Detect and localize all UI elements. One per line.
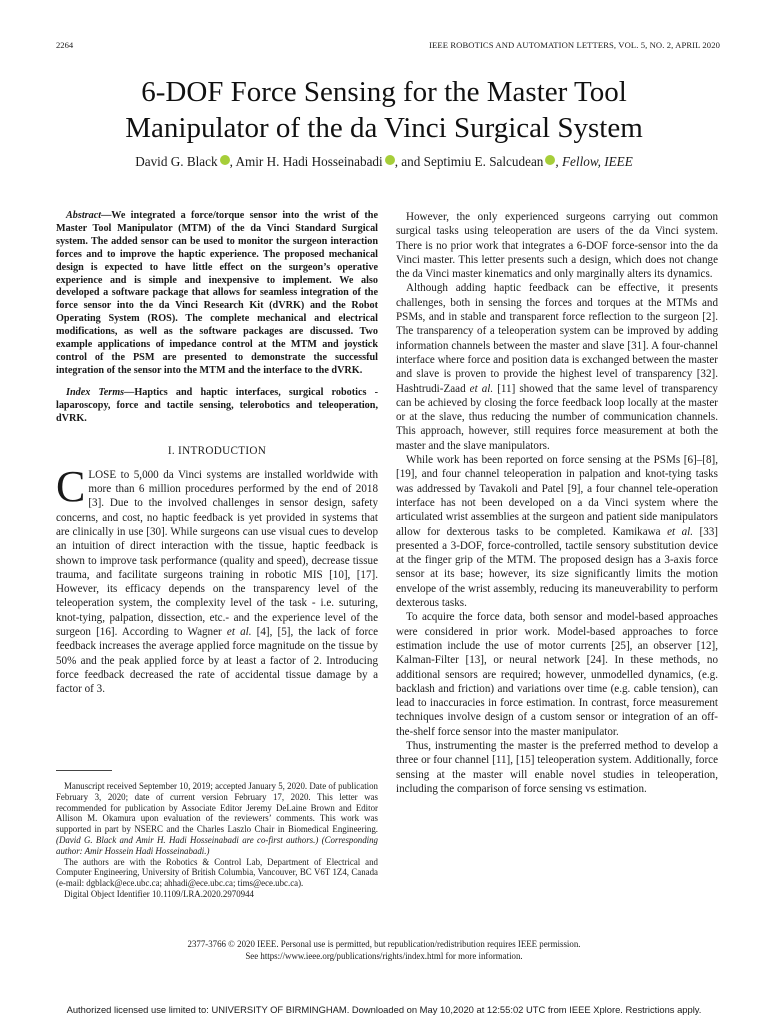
index-terms	[56, 387, 378, 426]
author-3-suffix: , Fellow, IEEE	[555, 154, 633, 169]
index-terms-text: —Haptics and haptic interfaces, surgical robotics - laparoscopy, force and tactile sensing, telerobotics and teleoperation, dVRK.	[56, 386, 378, 424]
orcid-icon[interactable]	[385, 155, 395, 165]
author-1: David G. Black	[135, 154, 218, 169]
body-paragraph: To acquire the force data, both sensor and model-based approaches were considered in prior work. Model-based approaches to force estimation include the use of motor currents [25], an observer [12], Kalman-Filter [13], or neural network [24]. In these methods, no additional sensors are required; however, unmodelled dynamics, (e.g. backlash and friction) and variations over time (e.g. cable tension), can lead to inaccuracies in force estimation. In contrast, force measurement techniques involve design of a custom sensor or integration of an off-the-shelf force sensor into the master manipulator.	[396, 611, 718, 738]
orcid-icon[interactable]	[545, 155, 555, 165]
page-number: 2264	[56, 40, 74, 50]
abstract-label: Abstract	[66, 210, 102, 221]
abstract-text: —We integrated a force/torque sensor into the wrist of the Master Tool Manipulator (MTM) of the da Vinci Standard Surgical system. The added sensor can be used to monitor the surgeon interaction forces and to improve the haptic experience. The proposed mechanical design is expected to have little effect on the surgeon’s operative experience and is simple and inexpensive to implement. We also developed a software package that allows for seamless integration of the force sensor into the da Vinci Research Kit (dVRK) and the Robot Operating System (ROS). The complete mechanical and electrical modifications, as well as the software packages are discussed. Two example applications of impedance control at the MTM and joystick control of the PSM are presented to demonstrate the successful integration of the sensor into the MTM and the interface to the dVRK.	[56, 210, 378, 376]
drop-cap: C	[56, 461, 86, 511]
copyright-line-1: 2377-3766 © 2020 IEEE. Personal use is permitted, but republication/redistribution requires IEEE permission.	[187, 939, 581, 949]
body-paragraph: Thus, instrumenting the master is the preferred method to develop a three or four channel [11], [15] teleoperation system. Additionally, force sensing at the master will enable novel studies in teleoperation, including the comparison of force sensing vs estimation.	[396, 739, 718, 795]
authorized-use-note: Authorized licensed use limited to: UNIVERSITY OF BIRMINGHAM. Downloaded on May 10,2020 at 12:55:02 UTC from IEEE Xplore. Restrictions apply.	[66, 1004, 702, 1015]
paper-title	[40, 74, 728, 146]
journal-header: IEEE ROBOTICS AND AUTOMATION LETTERS, VOL. 5, NO. 2, APRIL 2020	[429, 40, 720, 50]
author-list	[40, 153, 728, 171]
body-paragraph: However, the only experienced surgeons carrying out common surgical tasks using teleoperation are users of the da Vinci system. There is no prior work that integrates a 6-DOF force-sensor into the da Vinci master. This letter presents such a design, which does not change the da Vinci master kinematics and only marginally alters its dynamics.	[396, 211, 718, 281]
footnote-affiliation: The authors are with the Robotics & Control Lab, Department of Electrical and Computer Engineering, University of British Columbia, Vancouver, BC V6T 1Z4, Canada (e-mail: dgblack@ece.ubc.ca; ahhadi@ece.ubc.ca; tims@ece.ubc.ca).	[56, 856, 378, 889]
footnote	[56, 781, 378, 900]
copyright-line-2: See https://www.ieee.org/publications/rights/index.html for more information.	[245, 950, 523, 961]
right-column	[396, 210, 718, 796]
author-2: , Amir H. Hadi Hosseinabadi	[229, 154, 383, 169]
intro-paragraph: CLOSE to 5,000 da Vinci systems are installed worldwide with more than 6 million procedures performed by the end of 2018 [3]. Due to the involved challenges in sensor design, safety concerns, and cost, no haptic feedback is yet provided in systems that are clinically in use [30]. While surgeons can use visual cues to develop an intuition of direct interaction with the tissue, haptic feedback is shown to improve task performance (quality and speed), decrease tissue trauma, and facilitate surgeons training in robotic MIS [10], [17]. However, its efficacy depends on the transparency level of the teleoperation system, the complexity level of the task - i.e. suturing, knot-tying, palpation, dissection, etc.- and the experience level of the surgeon [16]. According to Wagner et al. [4], [5], the lack of force feedback increases the average applied force magnitude on the tissue by 50% and the peak applied force by at least a factor of 2. Introducing force feedback decreased the rate of accidental tissue damage by a factor of 3.	[56, 461, 379, 696]
author-3: , and Septimiu E. Salcudean	[394, 154, 544, 169]
intro-lead-word: LOSE	[88, 468, 117, 481]
section-heading-introduction: I. INTRODUCTION	[167, 444, 267, 457]
abstract	[56, 210, 378, 378]
body-paragraph: While work has been reported on force sensing at the PSMs [6]–[8], [19], and four channel teleoperation in palpation and knot-tying tasks was addressed by Tavakoli and Patel [9], a four channel tele-operation interface has not been developed on a da Vinci system where the articulated wrist assemblies at the surgeon and patient side manipulators allow for dexterous tasks to be completed. Kamikawa et al. [33] presented a 3-DOF, force-controlled, tactile sensory substitution device at the finger grip of the MTM. The proposed design has a 3-axis force sensor at its base; however, its size significantly limits the motion envelope of the wrist assembly, reducing its maneuverability to perform dexterous tasks.	[396, 454, 719, 610]
copyright-notice	[80, 939, 688, 962]
body-paragraph: Although adding haptic feedback can be effective, it presents challenges, both in sensing the forces and torques at the MTMs and PSMs, and in stable and transparent force reflection to the surgeon [2]. The transparency of a teleoperation system can be improved by adding information channels between the master and slave [31]. A four-channel interface where force and position data is exchanged between the master and slave is proven to provide the highest level of transparency [32]. Hashtrudi-Zaad et al. [11] showed that the same level of transparency can be achieved by closing the force feedback loop locally at the master or at the slave, thus reducing the number of communication channels. This approach, however, still requires force measurement at both the master and the slave manipulators.	[396, 282, 718, 452]
index-terms-label: Index Terms	[66, 386, 125, 398]
title-line-2: Manipulator of the da Vinci Surgical System	[125, 112, 643, 144]
left-column	[56, 210, 378, 697]
orcid-icon[interactable]	[220, 155, 230, 165]
footnote-manuscript: Manuscript received September 10, 2019; accepted January 5, 2020. Date of publication February 3, 2020; date of current version February 17, 2020. This letter was recommended for publication by Associate Editor Jeremy DeLaine Brown and Editor Allison M. Okamura upon evaluation of the reviewers’ comments. This work was supported in part by NSERC and the Charles Laszlo Chair in Biomedical Engineering. (David G. Black and Amir H. Hadi Hosseinabadi are co-first authors.) (Corresponding author: Amir Hossein Hadi Hosseinabadi.)	[56, 781, 378, 856]
title-line-1: 6-DOF Force Sensing for the Master Tool	[141, 76, 627, 108]
footnote-doi: Digital Object Identifier 10.1109/LRA.2020.2970944	[64, 888, 254, 899]
footnote-rule	[56, 770, 112, 771]
